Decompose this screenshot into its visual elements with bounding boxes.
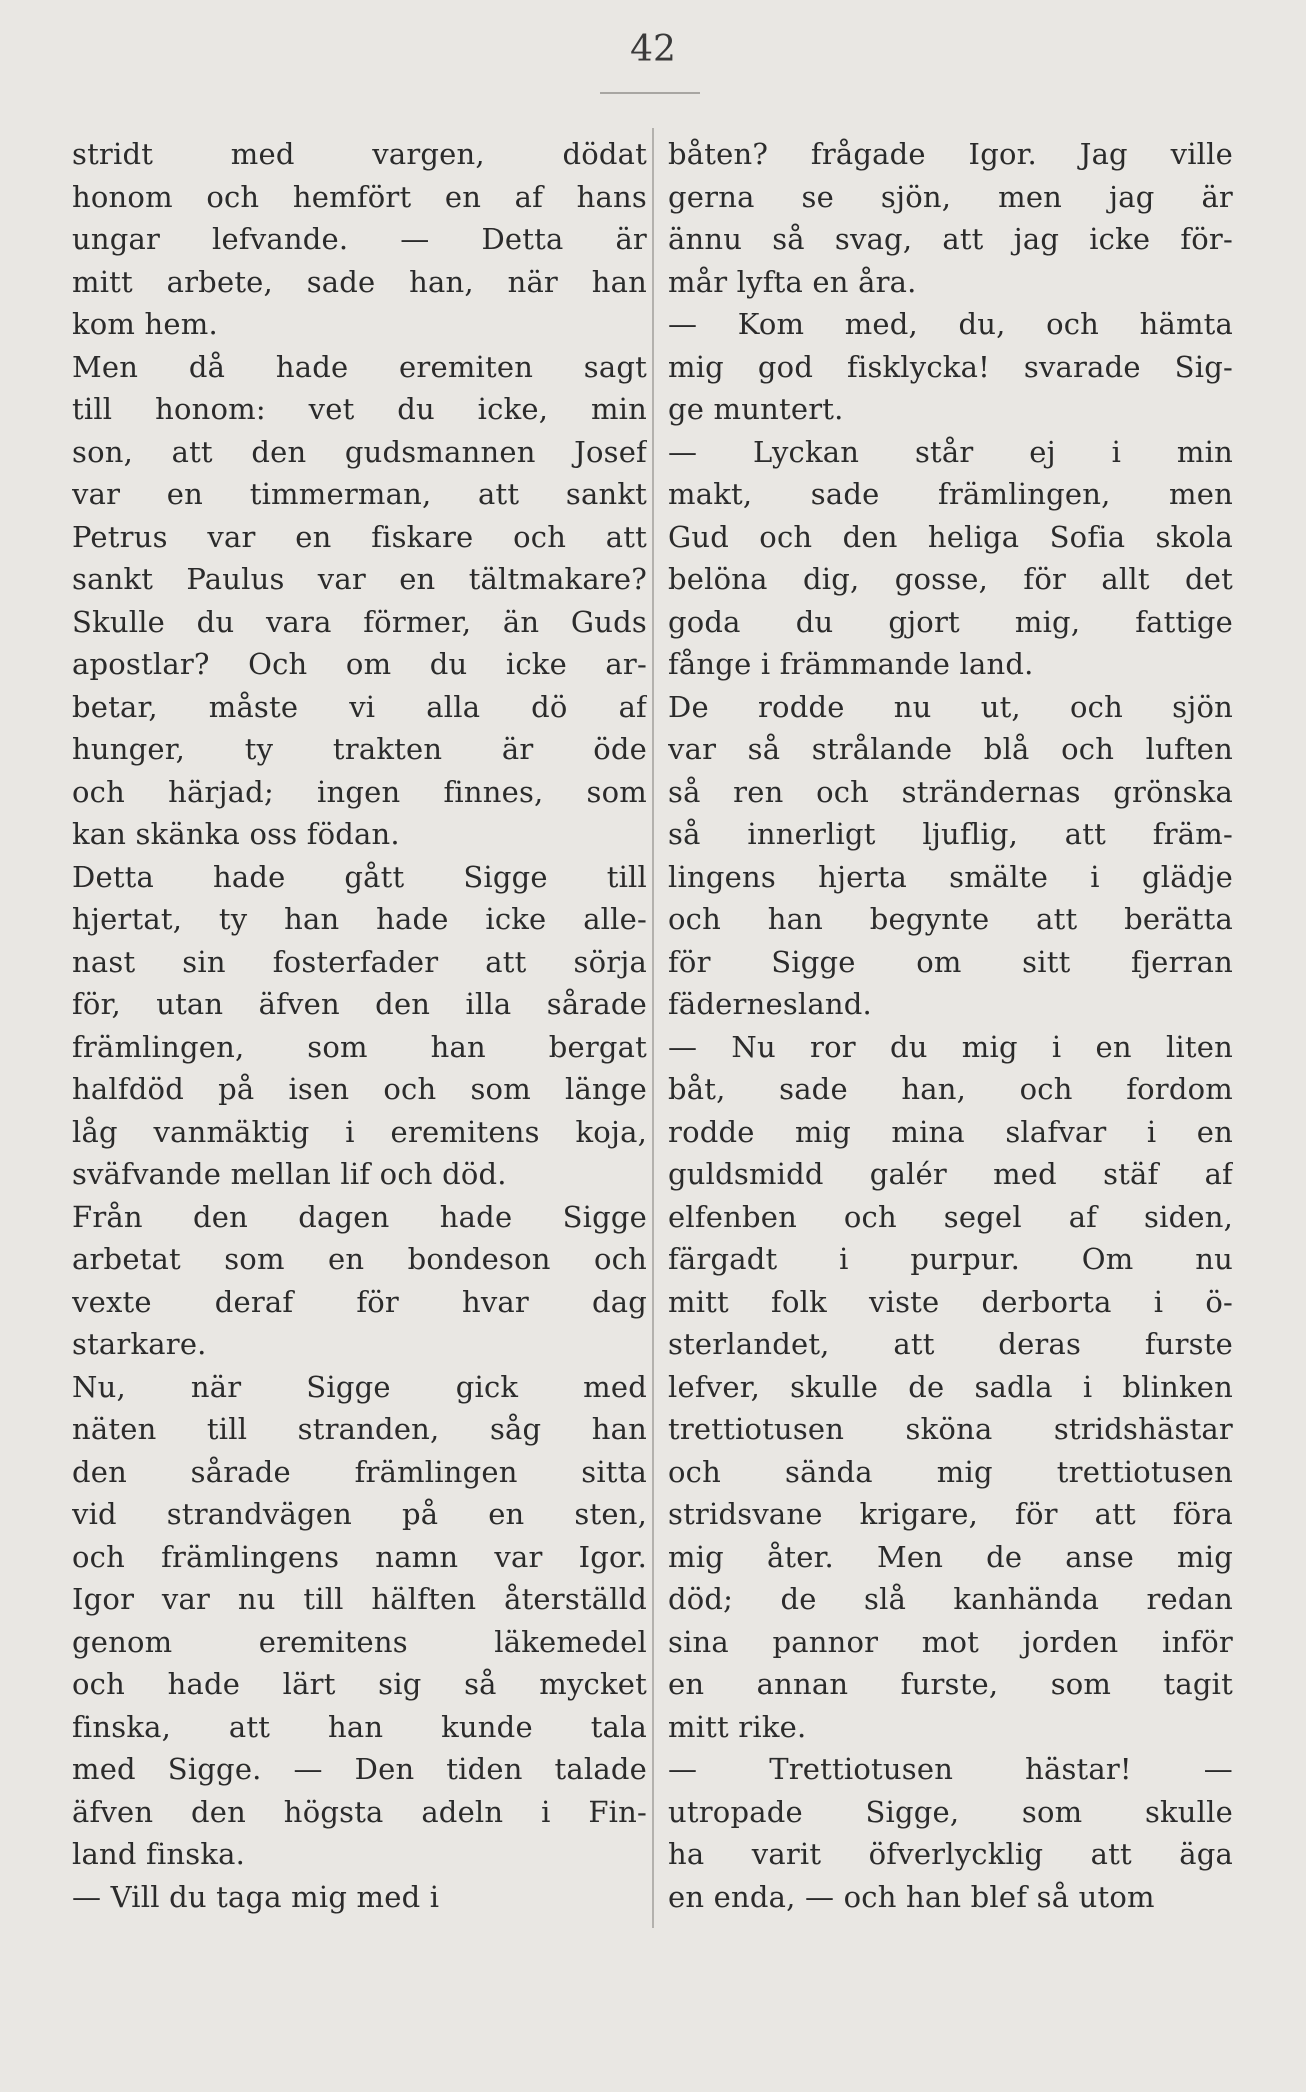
text-line: goda du gjort mig, fattige: [668, 604, 1233, 639]
text-line: för Sigge om sitt fjerran: [668, 944, 1233, 979]
text-line: så ren och strändernas grönska: [668, 774, 1233, 809]
text-line: sterlandet, att deras furste: [668, 1327, 1233, 1361]
column-divider: [652, 128, 654, 1928]
page-number: 42: [630, 29, 676, 70]
left-column: [72, 133, 647, 1933]
text-line: gerna se sjön, men jag är: [668, 179, 1233, 214]
right-column: [668, 133, 1233, 1933]
text-line: med Sigge. — Den tiden talade: [72, 1752, 647, 1786]
text-line: båt, sade han, och fordom: [668, 1072, 1233, 1106]
text-line: främlingen, som han bergat: [72, 1029, 647, 1064]
text-line: nast sin fosterfader att sörja: [72, 944, 647, 979]
text-line: Petrus var en fiskare och att: [72, 519, 647, 554]
text-line: en annan furste, som tagit: [668, 1667, 1233, 1701]
text-line: ungar lefvande. — Detta är: [72, 222, 647, 256]
text-line: — Kom med, du, och hämta: [668, 307, 1233, 341]
text-line: betar, måste vi alla dö af: [72, 689, 647, 724]
text-line: var så strålande blå och luften: [668, 732, 1233, 766]
text-line: finska, att han kunde tala: [72, 1709, 647, 1744]
text-line: en enda, — och han blef så utom: [668, 1879, 1155, 1914]
text-line: och främlingens namn var Igor.: [72, 1539, 647, 1574]
text-line: ännu så svag, att jag icke för-: [668, 222, 1233, 256]
text-line: — Lyckan står ej i min: [668, 434, 1233, 469]
text-line: trettiotusen sköna stridshästar: [668, 1412, 1233, 1446]
text-line: mitt folk viste derborta i ö-: [668, 1284, 1233, 1319]
text-line: den sårade främlingen sitta: [72, 1454, 647, 1489]
text-line: honom och hemfört en af hans: [72, 179, 647, 214]
text-line: Från den dagen hade Sigge: [72, 1199, 647, 1234]
text-line: och han begynte att berätta: [668, 902, 1233, 936]
text-line: sväfvande mellan lif och död.: [72, 1157, 507, 1191]
text-line: kan skänka oss födan.: [72, 817, 400, 851]
text-line: hjertat, ty han hade icke alle-: [72, 902, 647, 936]
text-line: lefver, skulle de sadla i blinken: [668, 1369, 1233, 1404]
text-line: hunger, ty trakten är öde: [72, 732, 647, 766]
text-line: — Nu ror du mig i en liten: [668, 1029, 1233, 1064]
text-line: och hade lärt sig så mycket: [72, 1667, 647, 1701]
text-line: land finska.: [72, 1837, 246, 1871]
text-line: sina pannor mot jorden inför: [668, 1624, 1233, 1659]
text-line: stridsvane krigare, för att föra: [668, 1497, 1233, 1531]
text-line: ge muntert.: [668, 392, 844, 426]
text-line: guldsmidd galér med stäf af: [668, 1157, 1233, 1191]
text-line: så innerligt ljuflig, att främ-: [668, 817, 1233, 851]
text-line: äfven den högsta adeln i Fin-: [72, 1794, 647, 1829]
text-line: halfdöd på isen och som länge: [72, 1072, 647, 1106]
text-line: arbetat som en bondeson och: [72, 1242, 647, 1276]
text-line: vexte deraf för hvar dag: [72, 1284, 647, 1319]
text-line: näten till stranden, såg han: [72, 1412, 647, 1446]
header-rule: [600, 92, 700, 94]
text-line: till honom: vet du icke, min: [72, 392, 647, 426]
text-line: var en timmerman, att sankt: [72, 477, 647, 511]
text-line: fånge i främmande land.: [668, 647, 1034, 681]
text-line: belöna dig, gosse, för allt det: [668, 562, 1233, 596]
text-line: apostlar? Och om du icke ar-: [72, 647, 647, 681]
text-line: stridt med vargen, dödat: [72, 137, 647, 171]
text-line: — Trettiotusen hästar! —: [668, 1752, 1233, 1786]
text-line: vid strandvägen på en sten,: [72, 1497, 647, 1531]
text-line: Gud och den heliga Sofia skola: [668, 519, 1233, 554]
text-line: rodde mig mina slafvar i en: [668, 1114, 1233, 1149]
text-line: mig åter. Men de anse mig: [668, 1539, 1233, 1574]
text-line: kom hem.: [72, 307, 218, 341]
text-line: elfenben och segel af siden,: [668, 1199, 1233, 1234]
text-line: och härjad; ingen finnes, som: [72, 774, 647, 809]
text-line: Detta hade gått Sigge till: [72, 859, 647, 894]
text-line: mitt rike.: [668, 1709, 807, 1744]
text-line: son, att den gudsmannen Josef: [72, 434, 647, 469]
text-line: fädernesland.: [668, 987, 872, 1021]
text-line: mår lyfta en åra.: [668, 264, 917, 299]
text-line: sankt Paulus var en tältmakare?: [72, 562, 647, 596]
text-line: lingens hjerta smälte i glädje: [668, 859, 1233, 894]
text-line: och sända mig trettiotusen: [668, 1454, 1233, 1489]
text-line: låg vanmäktig i eremitens koja,: [72, 1114, 647, 1149]
text-line: ha varit öfverlycklig att äga: [668, 1837, 1233, 1871]
text-line: Nu, när Sigge gick med: [72, 1369, 647, 1404]
text-line: De rodde nu ut, och sjön: [668, 689, 1233, 724]
text-line: Igor var nu till hälften återställd: [72, 1582, 647, 1616]
text-line: mitt arbete, sade han, när han: [72, 264, 647, 299]
text-line: död; de slå kanhända redan: [668, 1582, 1233, 1616]
text-line: båten? frågade Igor. Jag ville: [668, 137, 1233, 171]
text-line: — Vill du taga mig med i: [72, 1879, 440, 1914]
text-line: för, utan äfven den illa sårade: [72, 987, 647, 1021]
text-line: starkare.: [72, 1327, 207, 1361]
text-line: Men då hade eremiten sagt: [72, 349, 647, 384]
text-line: genom eremitens läkemedel: [72, 1624, 647, 1659]
text-line: Skulle du vara förmer, än Guds: [72, 604, 647, 639]
text-line: makt, sade främlingen, men: [668, 477, 1233, 511]
text-line: mig god fisklycka! svarade Sig-: [668, 349, 1233, 384]
text-line: färgadt i purpur. Om nu: [668, 1242, 1233, 1276]
text-line: utropade Sigge, som skulle: [668, 1794, 1233, 1829]
